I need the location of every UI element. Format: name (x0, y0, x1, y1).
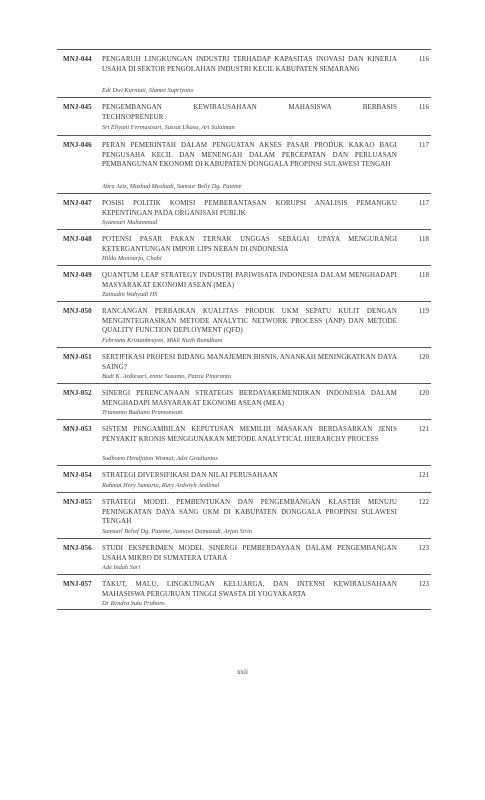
entry-authors: Edi Dwi Kurniati, Slamet Supriyono (102, 87, 194, 94)
entry-code: MNJ-052 (63, 389, 92, 397)
entry-authors: Triananto Budiano Pramonwati (102, 409, 183, 416)
entry-page-number: 120 (418, 389, 429, 397)
entry-code: MNJ-047 (63, 199, 92, 207)
entry-code: MNJ-050 (63, 307, 92, 315)
entry-code: MNJ-054 (63, 471, 92, 479)
toc-entry (57, 383, 431, 419)
table-of-contents (57, 49, 431, 610)
toc-entry (57, 419, 431, 465)
entry-code: MNJ-053 (63, 425, 92, 433)
entry-title: PERAN PEMERINTAH DALAM PENGUATAN AKSES PASAR PRODUK KAKAO BAGI PENGUSAHA KECIL DAN MENENGAH DALAM PERCEPATAN DAN PERLUASAN PEMBANGUNAN EKONOMI DI KABUPATEN DONGGALA PROPINSI SULAWESI TENGAH (102, 141, 397, 169)
toc-entry (57, 193, 431, 229)
toc-entry (57, 229, 431, 265)
entry-page-number: 120 (418, 353, 429, 361)
entry-authors: Samsurl Belief Dg. Pateme, Asmawi Damazadi, Arjun Sirin (102, 528, 252, 535)
entry-code: MNJ-051 (63, 353, 92, 361)
entry-page-number: 116 (418, 55, 429, 63)
toc-entry (57, 574, 431, 610)
entry-authors: Hilda Monoarfa, Chabi (102, 255, 162, 262)
entry-code: MNJ-045 (63, 103, 92, 111)
entry-title: STRATEGI MODEL PEMBENTUKAN DAN PENGEMBANGAN KLASTER MENUJU PENINGKATAN DAYA SANG UKM DI KABUPATEN DONGGALA PROPINSI SULAWESI TENGAH (102, 498, 397, 526)
entry-page-number: 123 (418, 580, 429, 588)
entry-authors: Budi K. Ardiesari, ennie Susanto, Patria Pinuranto (102, 373, 231, 380)
entry-authors: Dr Rendra Sutu Praboro (102, 600, 165, 607)
footer-page-number: xxii (237, 668, 248, 676)
toc-entry (57, 97, 431, 135)
entry-title: TAKUT, MALU, LINGKUNGAN KELUARGA, DAN INTENSI KEWIRAUSAHAAN MAHASISWA PERGURUAN TINGGI SWASTA DI YOGYAKARTA (102, 580, 397, 598)
toc-entry (57, 265, 431, 301)
entry-code: MNJ-049 (63, 271, 92, 279)
entry-code: MNJ-055 (63, 498, 92, 506)
entry-code: MNJ-046 (63, 141, 92, 149)
entry-page-number: 118 (418, 271, 429, 279)
toc-entry (57, 538, 431, 574)
entry-authors: Febriana Kristanbrayen, Mikli Nieth Ramdhani (102, 337, 223, 344)
toc-entry (57, 492, 431, 538)
toc-entry (57, 301, 431, 347)
entry-title: SINERGI PERENCANAAN STRATEGIS BERDAYAKEMENDIKAN INDONESIA DALAM MENGHADAPI MASYARAKAT EKONOMI ASEAN (MEA) (102, 389, 397, 407)
entry-page-number: 123 (418, 544, 429, 552)
entry-page-number: 121 (418, 471, 429, 479)
entry-code: MNJ-056 (63, 544, 92, 552)
entry-authors: Sri Eliyani Fermasisari, Sassat Ukasa, Ari Sulaiman (102, 124, 235, 131)
entry-authors: Ade Indah Sari (102, 564, 141, 571)
entry-title: PENGEMBANGAN KEWIRAUSAHAAN MAHASISWA BERBASIS TECHNOPRENEUR (102, 103, 397, 121)
entry-page-number: 118 (418, 235, 429, 243)
entry-page-number: 117 (418, 199, 429, 207)
entry-title: POSISI POLITIK KOMISI PEMBERANTASAN KORUPSI ANALISIS PEMANGKU KEPENTINGAN PADA ORGANISASI PUBLIK (102, 199, 397, 217)
entry-authors: Abra Aziz, Mashud Mashudi, Samsur Belly Dg. Pateme (102, 183, 242, 190)
entry-title: POTENSI PASAR PAKAN TERNAK UNGGAS SEBAGAI UPAYA MENGURANGI KETERGANTUNGAN IMPOR LIPS NEBAN DI INDONESIA (102, 235, 397, 253)
entry-title: SERTIFIKASI PROFESI BIDANG MANAJEMEN BISNIS, ANANKAH MENINGKATKAN DAYA SAING? (102, 353, 397, 371)
entry-page-number: 116 (418, 103, 429, 111)
entry-authors: Rahmat Hery Sumarto, Rury Ardwiyh Andimal (102, 482, 220, 489)
entry-page-number: 119 (418, 307, 429, 315)
entry-code: MNJ-044 (63, 55, 92, 63)
entry-page-number: 121 (418, 425, 429, 433)
entry-page-number: 122 (418, 498, 429, 506)
toc-entry (57, 465, 431, 492)
entry-code: MNJ-057 (63, 580, 92, 588)
entry-title: RANCANGAN PERBAIKAN KUALITAS PRODUK UKM SEPATU KULIT DENGAN MENGINTEGRASIKAN METODE ANALYTIC NETWORK PROCESS (ANP) DAN METODE QUALITY FUNCTION DEPLOYMENT (QFD) (102, 307, 397, 335)
entry-page-number: 117 (418, 141, 429, 149)
entry-title: STUDI EKSPERIMEN MODEL SINERGI PEMBERDAYAAN DALAM PENGEMBANGAN USAHA MIKRO DI SUMATERA UTARA (102, 544, 397, 562)
entry-authors: Sudhoem Hendjaton Wismat, Adzi Gradiantas (102, 455, 218, 462)
entry-title: STRATEGI DIVERSIFIKASI DAN NILAI PERUSAHAAN (102, 471, 278, 479)
toc-entry (57, 347, 431, 383)
entry-code: MNJ-048 (63, 235, 92, 243)
entry-authors: Zainudin Wahyudi HS (102, 291, 158, 298)
entry-authors: Syamsuri Muhammad (102, 219, 158, 226)
toc-entry (57, 135, 431, 193)
toc-entry (57, 49, 431, 97)
entry-title: SISTEM PENGAMBILAN KEPUTUSAN MEMILIH MASAKAN BERDASARKAN JENIS PENYAKIT KRONIS MENGGUNAKAN METODE ANALYTICAL HIERARCHY PROCESS (102, 425, 397, 443)
entry-title: PENGARUH LINGKUNGAN INDUSTRI TERHADAP KAPASITAS INOVASI DAN KINERJA USAHA DI SEKTOR PENGOLAHAN INDUSTRI KECIL KABUPATEN SEMARANG (102, 55, 397, 73)
entry-title: QUANTUM LEAP STRATEGY INDUSTRI PARIWISATA INDONESIA DALAM MENGHADAPI MASYARAKAT EKONOMI ASEAN (MEA) (102, 271, 397, 289)
